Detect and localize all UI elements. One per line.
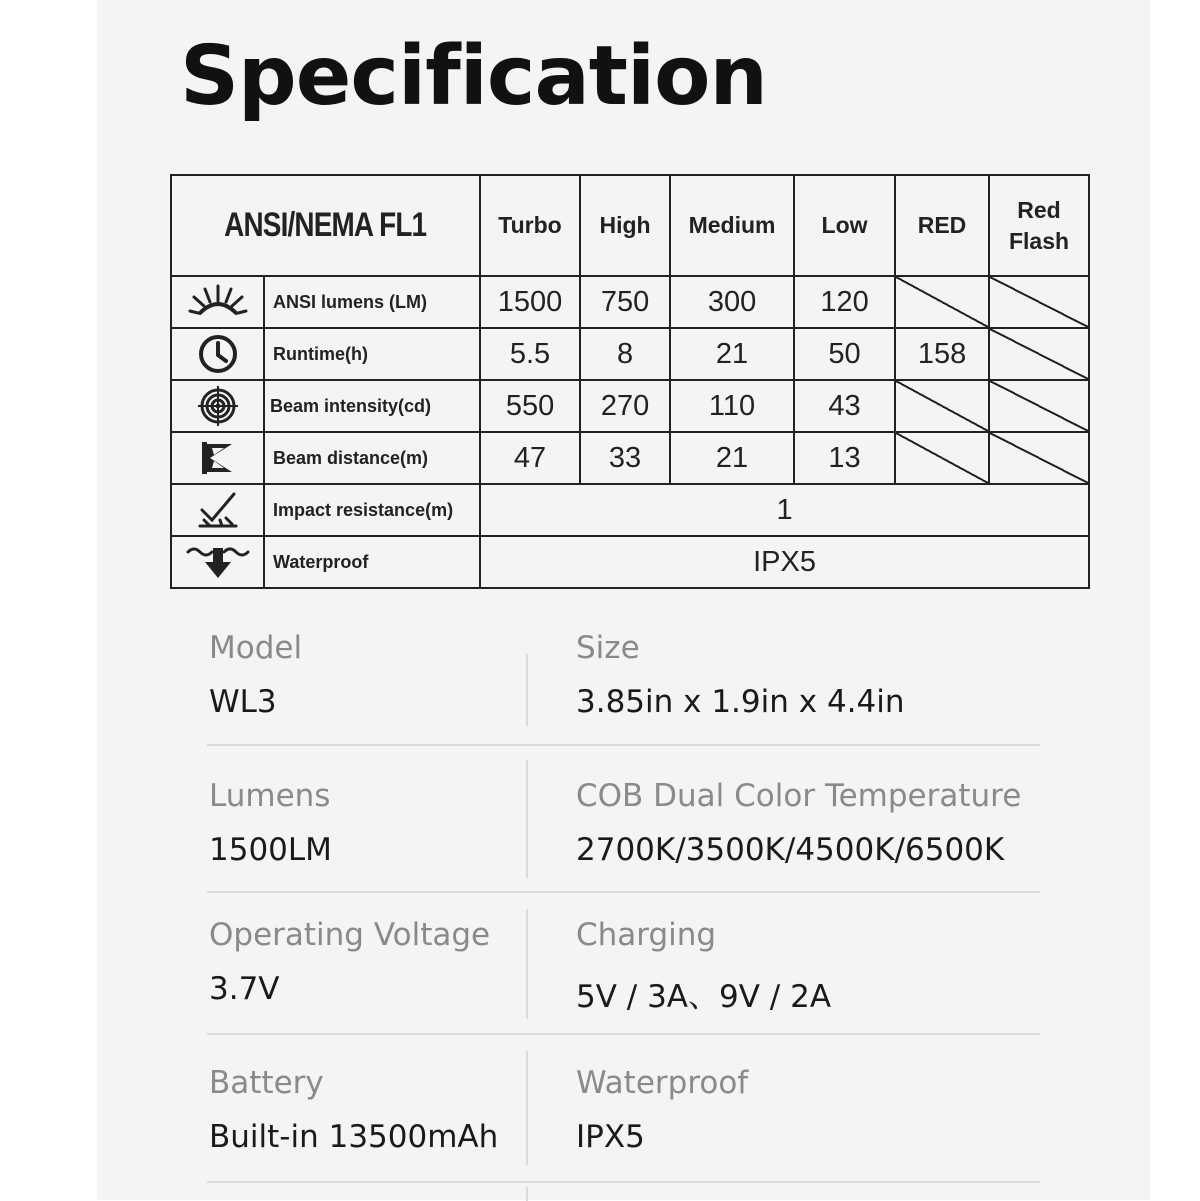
cell-na <box>989 276 1089 328</box>
cell-lumens-medium: 300 <box>670 276 794 328</box>
standard-label: ANSI/NEMA FL1 <box>171 175 480 276</box>
spec-row <box>207 893 1040 1035</box>
cell-na <box>895 276 989 328</box>
spec-size <box>576 630 905 720</box>
cell-na <box>989 380 1089 432</box>
table-row <box>171 536 1089 588</box>
waterproof-icon <box>171 536 264 588</box>
table-row <box>171 484 1089 536</box>
spec-list <box>207 610 1040 1183</box>
divider <box>526 1187 528 1201</box>
table-row <box>171 432 1089 484</box>
spec-key: Charging <box>576 917 717 953</box>
cell-distance-turbo: 47 <box>480 432 580 484</box>
table-row <box>171 380 1089 432</box>
spec-value: WL3 <box>209 684 277 720</box>
cell-intensity-medium: 110 <box>670 380 794 432</box>
row-label-waterproof: Waterproof <box>264 536 480 588</box>
spec-lumens <box>209 778 332 868</box>
row-label-beam-intensity: Beam intensity(cd) <box>264 380 480 432</box>
cell-na <box>989 432 1089 484</box>
cell-runtime-turbo: 5.5 <box>480 328 580 380</box>
spec-waterproof <box>576 1065 748 1155</box>
spec-model <box>209 630 302 720</box>
spec-key: Battery <box>209 1065 324 1101</box>
spec-color-temperature <box>576 778 1021 868</box>
divider <box>526 760 528 878</box>
cell-na <box>989 328 1089 380</box>
cell-distance-medium: 21 <box>670 432 794 484</box>
mode-red: RED <box>895 175 989 276</box>
mode-high: High <box>580 175 670 276</box>
spec-row <box>207 610 1040 746</box>
spec-value: Built-in 13500mAh <box>209 1119 499 1155</box>
spec-value: IPX5 <box>576 1119 645 1155</box>
cell-na <box>895 432 989 484</box>
cell-intensity-low: 43 <box>794 380 895 432</box>
divider <box>526 909 528 1019</box>
divider <box>526 654 528 726</box>
spec-row <box>207 1035 1040 1183</box>
spec-row <box>207 746 1040 893</box>
cell-distance-high: 33 <box>580 432 670 484</box>
table-row <box>171 276 1089 328</box>
table-row <box>171 328 1089 380</box>
spec-value: 2700K/3500K/4500K/6500K <box>576 832 1005 868</box>
target-icon <box>171 380 264 432</box>
cell-lumens-turbo: 1500 <box>480 276 580 328</box>
mode-low: Low <box>794 175 895 276</box>
cell-impact-value: 1 <box>480 484 1089 536</box>
row-label-runtime: Runtime(h) <box>264 328 480 380</box>
mode-turbo: Turbo <box>480 175 580 276</box>
row-label-beam-distance: Beam distance(m) <box>264 432 480 484</box>
spec-charging <box>576 917 831 1016</box>
cell-runtime-low: 50 <box>794 328 895 380</box>
cell-lumens-low: 120 <box>794 276 895 328</box>
cell-na <box>895 380 989 432</box>
cell-runtime-red: 158 <box>895 328 989 380</box>
spec-key: Waterproof <box>576 1065 749 1101</box>
cell-waterproof-value: IPX5 <box>480 536 1089 588</box>
cell-intensity-turbo: 550 <box>480 380 580 432</box>
cell-runtime-high: 8 <box>580 328 670 380</box>
cell-runtime-medium: 21 <box>670 328 794 380</box>
fl1-spec-table <box>170 174 1090 589</box>
spec-key: Model <box>209 630 303 666</box>
spec-key: Lumens <box>209 778 331 814</box>
page-title: Specification <box>180 29 767 124</box>
sunburst-icon <box>171 276 264 328</box>
spec-value: 3.85in x 1.9in x 4.4in <box>576 684 905 720</box>
mode-medium: Medium <box>670 175 794 276</box>
spec-battery <box>209 1065 498 1155</box>
spec-key: Size <box>576 630 640 666</box>
spec-operating-voltage <box>209 917 490 1007</box>
cell-intensity-high: 270 <box>580 380 670 432</box>
divider <box>526 1051 528 1165</box>
cell-lumens-high: 750 <box>580 276 670 328</box>
table-header-row <box>171 175 1089 276</box>
beam-distance-icon <box>171 432 264 484</box>
row-label-impact: Impact resistance(m) <box>264 484 480 536</box>
mode-red-flash: Red Flash <box>989 175 1089 276</box>
spec-value: 3.7V <box>209 971 280 1007</box>
spec-key: Operating Voltage <box>209 917 491 953</box>
spec-key: COB Dual Color Temperature <box>576 778 1022 814</box>
spec-value: 5V / 3A、9V / 2A <box>576 979 832 1015</box>
impact-icon <box>171 484 264 536</box>
cell-distance-low: 13 <box>794 432 895 484</box>
row-label-lumens: ANSI lumens (LM) <box>264 276 480 328</box>
spec-value: 1500LM <box>209 832 332 868</box>
clock-icon <box>171 328 264 380</box>
